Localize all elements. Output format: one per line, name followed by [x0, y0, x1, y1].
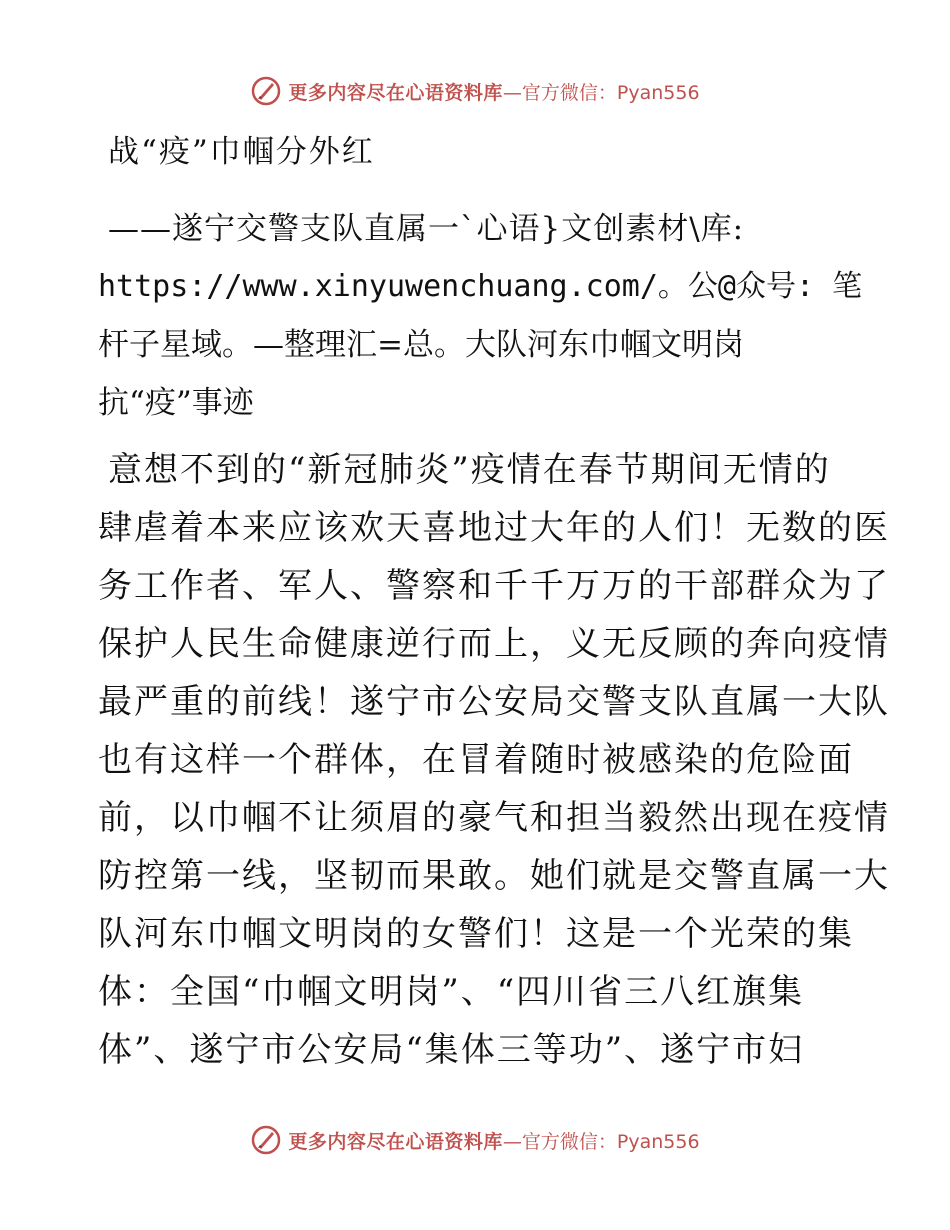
watermark-text: 更多内容尽在心语资料库	[288, 81, 503, 104]
watermark-text: 更多内容尽在心语资料库	[288, 1130, 503, 1153]
body-line: 体：全国“巾帼文明岗”、“四川省三八红旗集	[98, 972, 805, 1012]
footer-watermark	[0, 1120, 950, 1160]
body-paragraph	[98, 441, 890, 1079]
header-watermark	[0, 71, 950, 111]
watermark-contact: —官方微信：Pyan556	[502, 1130, 700, 1153]
quill-logo-icon	[250, 1124, 282, 1156]
body-line: 保护人民生命健康逆行而上，义无反顾的奔向疫情	[98, 624, 890, 664]
document-subtitle	[98, 200, 863, 432]
subtitle-line: 抗“疫”事迹	[98, 385, 254, 421]
quill-logo-icon	[250, 75, 282, 107]
body-line: 意想不到的“新冠肺炎”疫情在春节期间无情的	[108, 450, 831, 490]
subtitle-line: https://www.xinyuwenchuang.com/。公@众号: 笔	[98, 269, 863, 304]
subtitle-line: ——遂宁交警支队直属一`心语}文创素材\库:	[108, 211, 745, 247]
body-line: 肆虐着本来应该欢天喜地过大年的人们！无数的医	[98, 508, 890, 548]
watermark-contact: —官方微信：Pyan556	[502, 81, 700, 104]
body-line: 前，以巾帼不让须眉的豪气和担当毅然出现在疫情	[98, 798, 890, 838]
body-line: 最严重的前线！遂宁市公安局交警支队直属一大队	[98, 682, 890, 722]
document-title: 战“疫”巾帼分外红	[108, 134, 375, 170]
subtitle-line: 杆子星域。—整理汇=总。大队河东巾帼文明岗	[98, 327, 744, 363]
body-line: 队河东巾帼文明岗的女警们！这是一个光荣的集	[98, 914, 854, 954]
body-line: 防控第一线，坚韧而果敢。她们就是交警直属一大	[98, 856, 890, 896]
body-line: 务工作者、军人、警察和千千万万的干部群众为了	[98, 566, 890, 606]
body-line: 体”、遂宁市公安局“集体三等功”、遂宁市妇	[98, 1030, 805, 1070]
body-line: 也有这样一个群体，在冒着随时被感染的危险面	[98, 740, 854, 780]
